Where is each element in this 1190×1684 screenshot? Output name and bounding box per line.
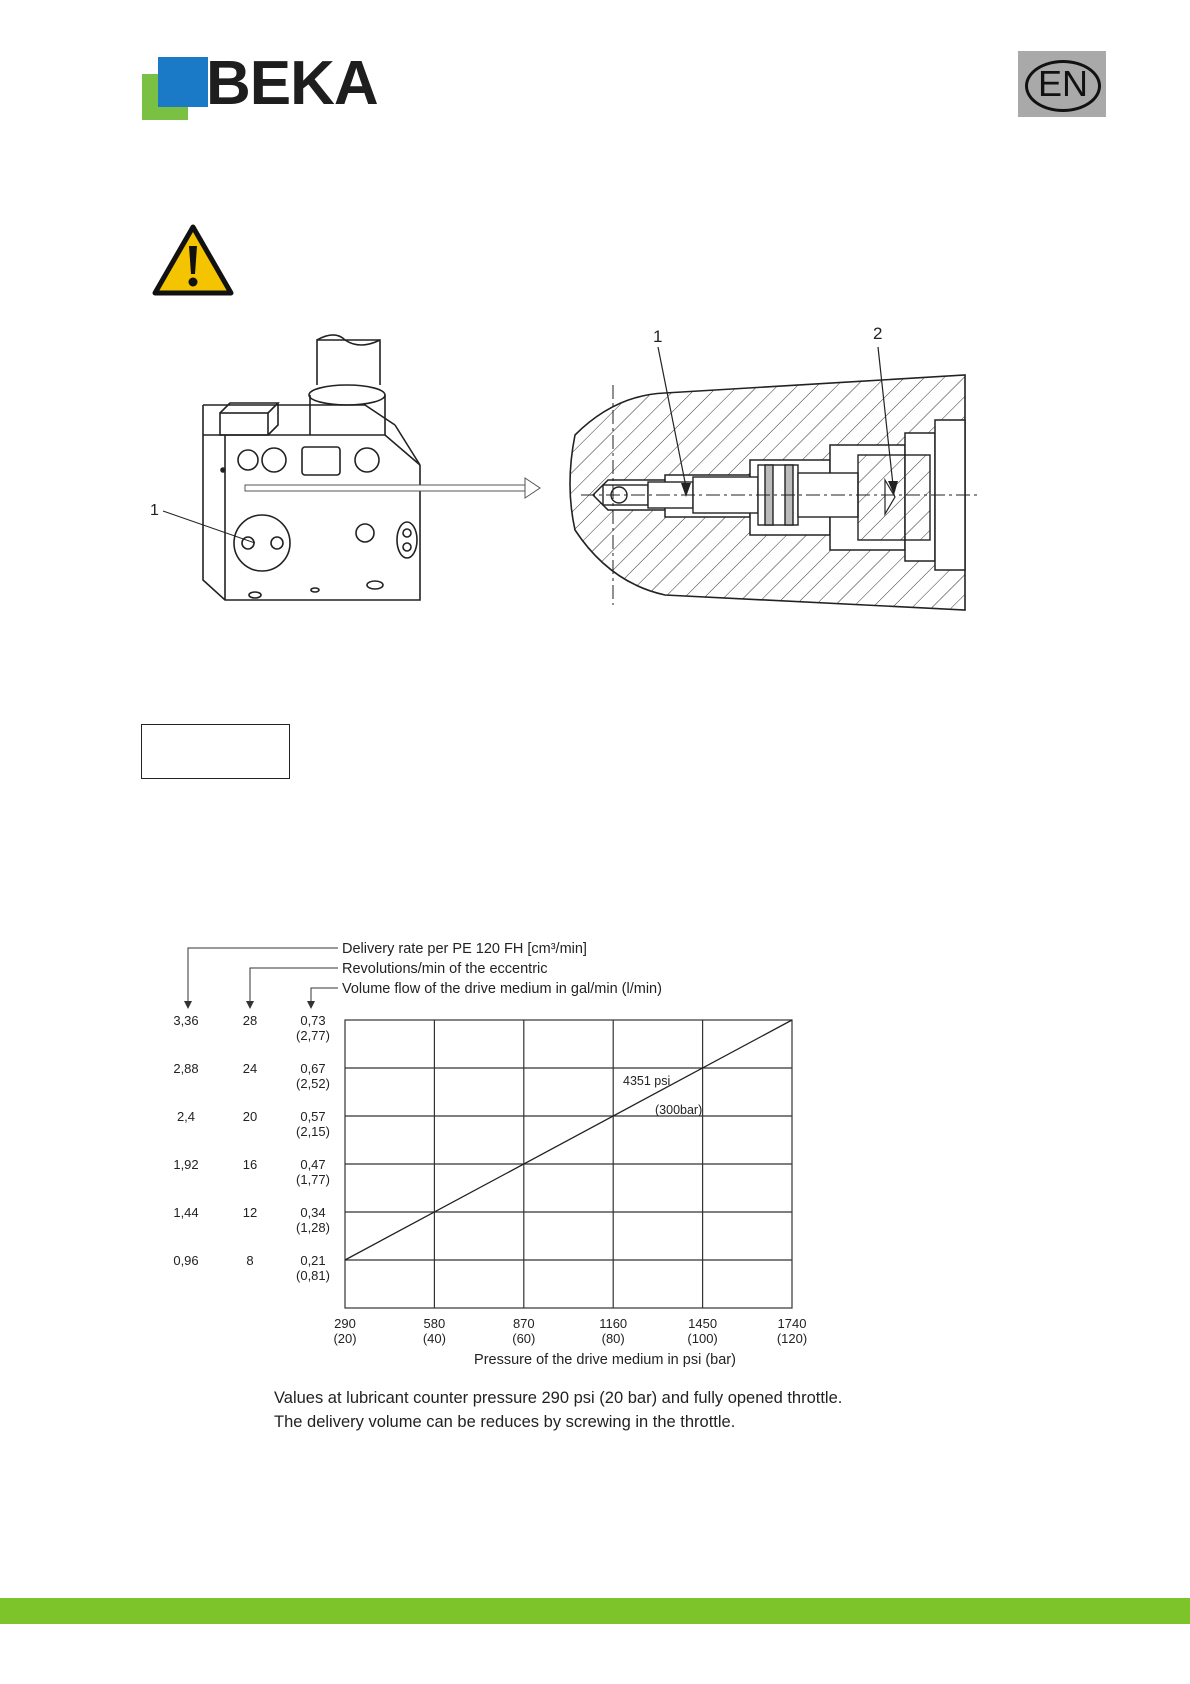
y-tick-volume-flow: 0,21 (300, 1253, 326, 1268)
y-tick-volume-flow: 0,34 (300, 1205, 326, 1220)
y-tick-volume-flow-lmin: (1,28) (296, 1220, 330, 1235)
x-tick-bar: (60) (512, 1331, 536, 1346)
legend-delivery-rate: Delivery rate per PE 120 FH [cm³/min] (342, 941, 587, 957)
callout-right-1-label: 1 (653, 327, 663, 346)
callout-right-2-label: 2 (873, 325, 883, 343)
x-tick-psi: 580 (423, 1316, 446, 1331)
y-tick-revolutions: 8 (246, 1253, 254, 1268)
language-label: EN (1025, 60, 1101, 112)
logo-wordmark: BEKA (206, 49, 378, 118)
footer-bar (0, 1598, 1190, 1624)
y-tick-volume-flow: 0,67 (300, 1061, 326, 1076)
x-tick-psi: 1740 (777, 1316, 807, 1331)
y-tick-revolutions: 24 (242, 1061, 258, 1076)
y-tick-delivery-rate: 0,96 (173, 1253, 199, 1268)
x-tick-bar: (40) (422, 1331, 446, 1346)
logo-blue-square (158, 57, 208, 107)
y-tick-revolutions: 12 (242, 1205, 258, 1220)
y-tick-volume-flow-lmin: (0,81) (296, 1268, 330, 1283)
brand-logo (142, 49, 412, 122)
x-tick-bar: (100) (687, 1331, 718, 1346)
x-tick-bar: (80) (601, 1331, 625, 1346)
x-tick-bar: (120) (776, 1331, 808, 1346)
series-line (345, 1020, 792, 1260)
y-tick-revolutions: 16 (242, 1157, 258, 1172)
y-tick-revolutions: 20 (242, 1109, 258, 1124)
y-tick-delivery-rate: 1,92 (173, 1157, 199, 1172)
x-tick-psi: 870 (512, 1316, 535, 1331)
warning-triangle-icon (152, 224, 234, 296)
y-tick-delivery-rate: 2,88 (173, 1061, 199, 1076)
callout-left-label: 1 (150, 502, 159, 519)
x-tick-psi: 1450 (688, 1316, 718, 1331)
x-tick-psi: 1160 (599, 1316, 628, 1331)
note-line-1: Values at lubricant counter pressure 290 psi (20 bar) and fully opened throttle. (274, 1389, 843, 1407)
x-tick-bar: (20) (333, 1331, 357, 1346)
x-axis-title: Pressure of the drive medium in psi (bar) (474, 1352, 736, 1368)
chart-notes (274, 1386, 842, 1434)
y-tick-delivery-rate: 3,36 (173, 1013, 199, 1028)
y-tick-volume-flow-lmin: (1,77) (296, 1172, 330, 1187)
note-line-2: The delivery volume can be reduces by screwing in the throttle. (274, 1413, 736, 1431)
legend-revolutions: Revolutions/min of the eccentric (342, 961, 548, 977)
y-tick-volume-flow: 0,73 (300, 1013, 326, 1028)
legend-volume-flow: Volume flow of the drive medium in gal/min (l/min) (342, 981, 662, 997)
y-tick-volume-flow: 0,57 (300, 1109, 326, 1124)
pump-throttle-drawing (145, 325, 985, 620)
x-tick-psi: 290 (334, 1316, 356, 1331)
y-tick-volume-flow-lmin: (2,77) (296, 1028, 330, 1043)
y-tick-delivery-rate: 1,44 (173, 1205, 199, 1220)
y-tick-revolutions: 28 (242, 1013, 258, 1028)
y-tick-volume-flow-lmin: (2,52) (296, 1076, 330, 1091)
annotation-bar: (300bar) (655, 1103, 703, 1117)
language-badge (1018, 51, 1106, 117)
y-tick-volume-flow-lmin: (2,15) (296, 1124, 330, 1139)
y-tick-delivery-rate: 2,4 (176, 1109, 196, 1124)
y-tick-volume-flow: 0,47 (300, 1157, 326, 1172)
annotation-psi: 4351 psi (623, 1074, 671, 1088)
empty-label-box (141, 724, 290, 779)
delivery-rate-chart (150, 935, 880, 1385)
